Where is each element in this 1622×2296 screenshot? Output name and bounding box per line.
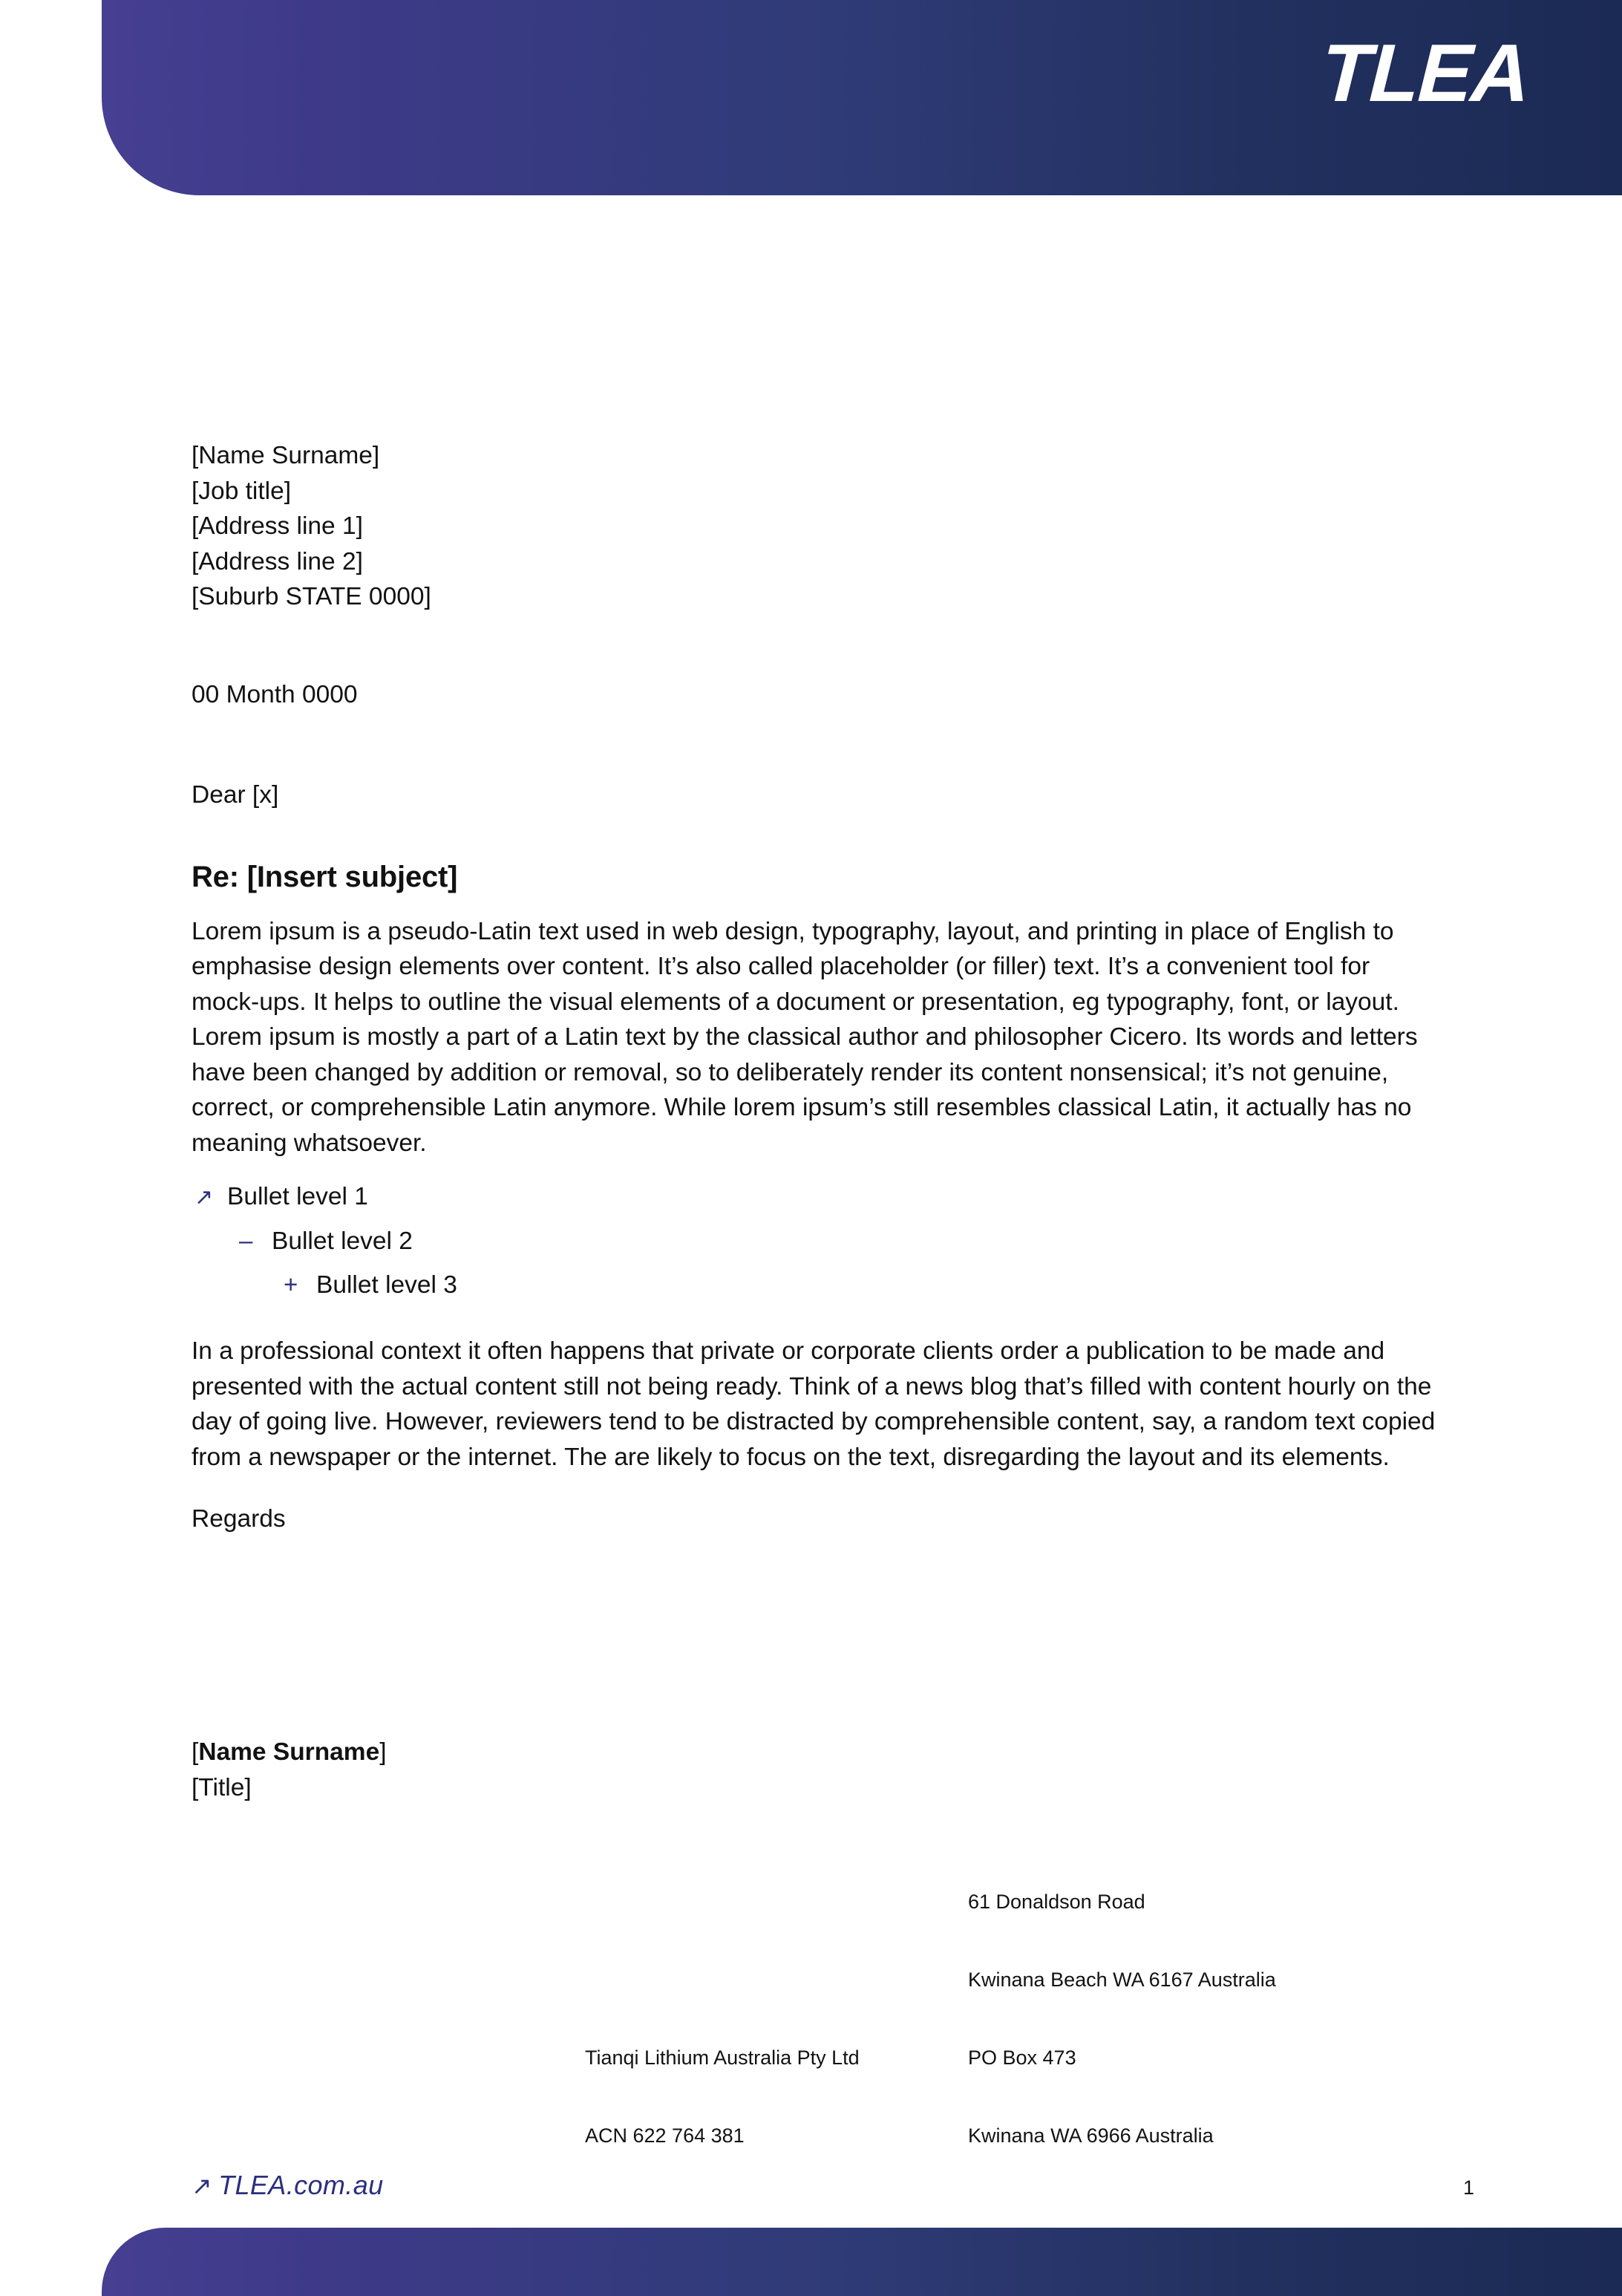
tlea-logo: TLEA bbox=[1318, 27, 1531, 119]
footer-address-street: 61 Donaldson Road bbox=[968, 1891, 1145, 1913]
website-link-label: TLEA.com.au bbox=[218, 2170, 384, 2200]
signature-name bbox=[192, 1735, 387, 1770]
arrow-northeast-bullet-icon: ↗ bbox=[194, 1185, 214, 1210]
letter-body bbox=[192, 438, 1439, 1537]
list-item bbox=[192, 1219, 1439, 1263]
dash-bullet-icon: – bbox=[239, 1227, 253, 1254]
plus-bullet-icon: + bbox=[284, 1271, 298, 1298]
website-link[interactable] bbox=[192, 2170, 384, 2201]
letter-salutation: Dear [x] bbox=[192, 781, 279, 809]
recipient-address-block bbox=[192, 438, 1439, 615]
page-number: 1 bbox=[1462, 2176, 1474, 2199]
footer-company-acn: ACN 622 764 381 bbox=[585, 2124, 745, 2147]
letter-paragraph-1: Lorem ipsum is a pseudo-Latin text used in web design, typography, layout, and printing in place of English to emphasise design elements over content. It’s also called placeholder (or filler) text. It’s a convenient tool for mock-ups. It helps to outline the visual elements of a document or presentation, eg typography, font, or layout. Lorem ipsum is mostly a part of a Latin text by the classical author and philosopher Cicero. Its words and letters have been changed by addition or removal, so to deliberately render its content nonsensical; it’s not genuine, correct, or comprehensible Latin anymore. While lorem ipsum’s still resembles classical Latin, it actually has no meaning whatsoever. bbox=[192, 917, 1418, 1157]
footer-address-po-suburb: Kwinana WA 6966 Australia bbox=[968, 2124, 1214, 2147]
arrow-northeast-icon: ↗ bbox=[192, 2172, 213, 2199]
footer bbox=[192, 1891, 1522, 2201]
bullet-list bbox=[192, 1175, 1439, 1307]
signature-title: [Title] bbox=[192, 1773, 252, 1801]
recipient-address-line-1: [Address line 1] bbox=[192, 512, 363, 540]
signature-name-open-bracket: [ bbox=[192, 1738, 199, 1766]
footer-company-block bbox=[585, 1993, 860, 2201]
letter-closing: Regards bbox=[192, 1505, 286, 1533]
bullet-level-1-label: Bullet level 1 bbox=[227, 1183, 368, 1210]
letter-date: 00 Month 0000 bbox=[192, 680, 358, 708]
recipient-job-title: [Job title] bbox=[192, 477, 292, 505]
list-item bbox=[192, 1263, 1439, 1307]
recipient-address-line-3: [Suburb STATE 0000] bbox=[192, 583, 431, 610]
recipient-address-line-2: [Address line 2] bbox=[192, 547, 363, 575]
signature-name-close-bracket: ] bbox=[379, 1738, 387, 1766]
recipient-name: [Name Surname] bbox=[192, 442, 380, 469]
letter-subject-heading: Re: [Insert subject] bbox=[192, 860, 458, 893]
signature-block bbox=[192, 1735, 387, 1805]
bullet-level-2-label: Bullet level 2 bbox=[272, 1227, 413, 1255]
header-band bbox=[102, 0, 1622, 195]
footer-address-suburb: Kwinana Beach WA 6167 Australia bbox=[968, 1969, 1276, 1991]
footer-address-block bbox=[968, 1837, 1276, 2201]
signature-name-inner: Name Surname bbox=[198, 1738, 380, 1766]
letter-paragraph-2: In a professional context it often happens that private or corporate clients order a publication to be made and presented with the actual content still not being ready. Think of a news blog that’s filled with content hourly on the day of going live. However, reviewers tend to be distracted by comprehensible content, say, a random text copied from a newspaper or the internet. The are likely to focus on the text, disregarding the layout and its elements. bbox=[192, 1337, 1436, 1471]
bullet-level-3-label: Bullet level 3 bbox=[316, 1271, 457, 1299]
footer-address-po-box: PO Box 473 bbox=[968, 2046, 1076, 2069]
footer-band bbox=[102, 2228, 1622, 2296]
footer-company-name: Tianqi Lithium Australia Pty Ltd bbox=[585, 2046, 860, 2069]
list-item bbox=[192, 1175, 1439, 1219]
